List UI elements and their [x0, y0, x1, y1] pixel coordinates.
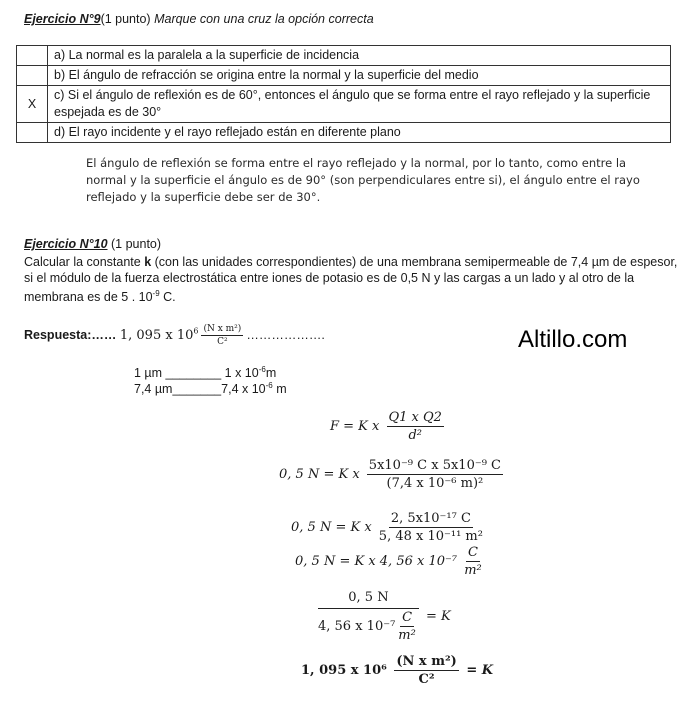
option-c-text: c) Si el ángulo de reflexión es de 60°, entonces el ángulo que se forma entre el rayo reflejado y la superficie espejada es de 30°: [48, 86, 671, 123]
eq5-fraction: [318, 590, 419, 643]
eq2-lhs: 0, 5 N = K x: [279, 467, 360, 482]
eq1-fraction: [387, 410, 444, 443]
ex10-title: Ejercicio N°10: [24, 237, 108, 251]
answer-mantissa: 1, 095 x 10: [119, 327, 194, 343]
conv2-unit: m: [272, 382, 287, 397]
equation-1: [330, 410, 447, 443]
eq2-den: (7,4 x 10⁻⁶ m)²: [386, 476, 484, 491]
ex9-title: Ejercicio N°9: [24, 12, 101, 26]
eq6-den: C²: [418, 672, 435, 687]
eq6-fraction: [394, 654, 458, 687]
conv2-exp: -6: [265, 381, 273, 390]
conv1-left: 1 µm: [134, 366, 163, 381]
equation-5: [315, 590, 451, 643]
answer-label: Respuesta:……: [24, 327, 117, 342]
option-row-a: [17, 46, 671, 66]
option-a-mark: [17, 46, 48, 66]
statement-part-2: (con las unidades correspondientes) de una membrana semipermeable de 7,4 µm de espesor, si el módulo de la fuerza electrostática entre iones de potasio es de 0,5 N y las cargas a un lado y al otro de la membrana es de 5 . 10: [24, 255, 678, 305]
ex9-points: (1 punto): [100, 12, 151, 26]
ex10-header: [24, 237, 161, 251]
watermark: Altillo.com: [518, 326, 628, 353]
option-c-mark: X: [17, 86, 48, 123]
ex9-explanation: El ángulo de reflexión se forma entre el rayo reflejado y la normal, por lo tanto, como entre la normal y la superficie el ángulo es de 90° (son perpendiculares entre si), el ángulo entre el rayo reflejado y la superficie debe ser de 30°.: [86, 156, 640, 204]
charge-exponent: -9: [152, 289, 160, 298]
eq5-den-num: C: [402, 610, 413, 625]
conv2-line: _______: [172, 382, 222, 397]
ex10-points: (1 punto): [111, 237, 162, 251]
conv2-left: 7,4 µm: [134, 382, 173, 397]
conv2-right: 7,4 x 10: [221, 382, 266, 397]
equation-6: [301, 654, 493, 687]
eq5-den-den: m²: [398, 628, 416, 643]
option-row-d: [17, 123, 671, 143]
eq3-lhs: 0, 5 N = K x: [291, 520, 372, 535]
answer-unit-fraction: [201, 324, 243, 347]
eq5-num: 0, 5 N: [318, 590, 418, 609]
eq6-rhs: = K: [466, 663, 494, 678]
eq1-lhs: F = K x: [330, 419, 380, 434]
eq5-den: [318, 609, 419, 643]
eq4-num: C: [468, 545, 478, 560]
conversion-row-2: [134, 378, 287, 397]
statement-part-1: Calcular la constante: [24, 255, 145, 269]
conv1-right: 1 x 10: [224, 366, 259, 381]
option-b-mark: [17, 66, 48, 86]
answer-unit-num: (N x m²): [203, 324, 242, 334]
eq4-den: m²: [464, 563, 482, 578]
charge-unit: C.: [159, 290, 176, 305]
ex10-statement: [24, 254, 684, 305]
eq2-num: 5x10⁻⁹ C x 5x10⁻⁹ C: [368, 458, 501, 473]
ex9-instruction: Marque con una cruz la opción correcta: [154, 12, 374, 26]
equation-4: [295, 545, 485, 578]
eq6-num: (N x m²): [396, 654, 457, 669]
conv1-unit: m: [265, 366, 277, 381]
eq4-lhs: 0, 5 N = K x 4, 56 x 10⁻⁷: [295, 554, 458, 569]
eq5-den-fraction: [398, 610, 416, 643]
option-row-c: [17, 86, 671, 123]
eq3-num: 2, 5x10⁻¹⁷ C: [390, 511, 471, 526]
eq4-fraction: [464, 545, 482, 578]
eq5-rhs: = K: [425, 609, 451, 624]
eq2-fraction: [367, 458, 503, 491]
eq1-num: Q1 x Q2: [388, 410, 442, 425]
option-a-text: a) La normal es la paralela a la superficie de incidencia: [48, 46, 671, 66]
option-d-text: d) El rayo incidente y el rayo reflejado están en diferente plano: [48, 123, 671, 143]
equation-2: [279, 458, 506, 491]
answer-line: [24, 324, 325, 347]
option-row-b: [17, 66, 671, 86]
answer-exponent: 6: [193, 326, 199, 336]
answer-value: [120, 328, 199, 343]
option-d-mark: [17, 123, 48, 143]
eq3-den: 5, 48 x 10⁻¹¹ m²: [378, 529, 483, 544]
ex9-header: [24, 12, 374, 26]
eq5-den-prefix: 4, 56 x 10⁻⁷: [318, 619, 396, 634]
conv1-line: ________: [165, 366, 222, 381]
answer-unit-den: C²: [217, 337, 228, 347]
eq3-fraction: [379, 511, 483, 544]
equation-3: [291, 511, 486, 544]
eq1-den: d²: [408, 428, 422, 443]
conv1-exp: -6: [258, 365, 266, 374]
option-b-text: b) El ángulo de refracción se origina entre la normal y la superficie del medio: [48, 66, 671, 86]
ex9-options-table: [16, 45, 671, 143]
eq6-lhs: 1, 095 x 10⁶: [301, 663, 387, 678]
answer-dots: ……………….: [246, 327, 325, 342]
constant-k: k: [144, 255, 152, 269]
